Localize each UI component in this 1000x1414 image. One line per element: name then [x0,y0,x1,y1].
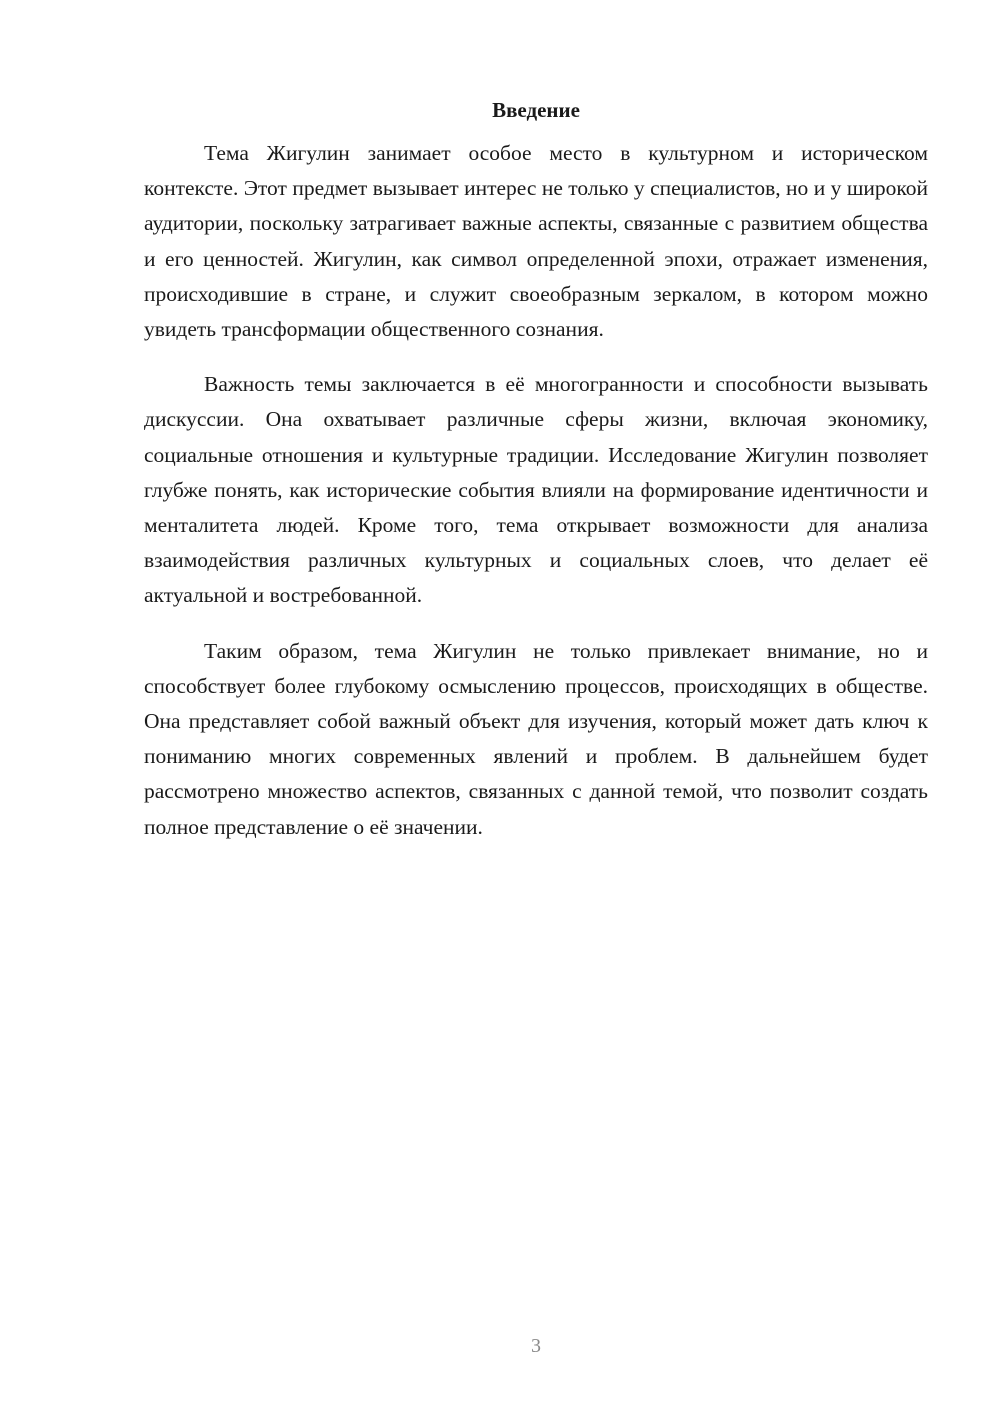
paragraph-3: Таким образом, тема Жигулин не только привлекает внимание, но и способствует более глубокому осмыслению процессов, происходящих в обществе. Она представляет собой важный объект для изучения, который может дать ключ к пониманию многих современных явлений и проблем. В дальнейшем будет рассмотрено множество аспектов, связанных с данной темой, что позволит создать полное представление о её значении. [144,638,928,839]
page-number: 3 [531,1335,541,1357]
section-title: Введение [492,98,580,122]
paragraph-2: Важность темы заключается в её многогранности и способности вызывать дискуссии. Она охватывает различные сферы жизни, включая экономику, социальные отношения и культурные традиции. Исследование Жигулин позволяет глубже понять, как исторические события влияли на формирование идентичности и менталитета людей. Кроме того, тема открывает возможности для анализа взаимодействия различных культурных и социальных слоев, что делает её актуальной и востребованной. [144,372,928,608]
paragraph-1: Тема Жигулин занимает особое место в культурном и историческом контексте. Этот предмет вызывает интерес не только у специалистов, но и у широкой аудитории, поскольку затрагивает важные аспекты, связанные с развитием общества и его ценностей. Жигулин, как символ определенной эпохи, отражает изменения, происходившие в стране, и служит своеобразным зеркалом, в котором можно увидеть трансформации общественного сознания. [144,141,928,342]
page-content [144,96,928,865]
